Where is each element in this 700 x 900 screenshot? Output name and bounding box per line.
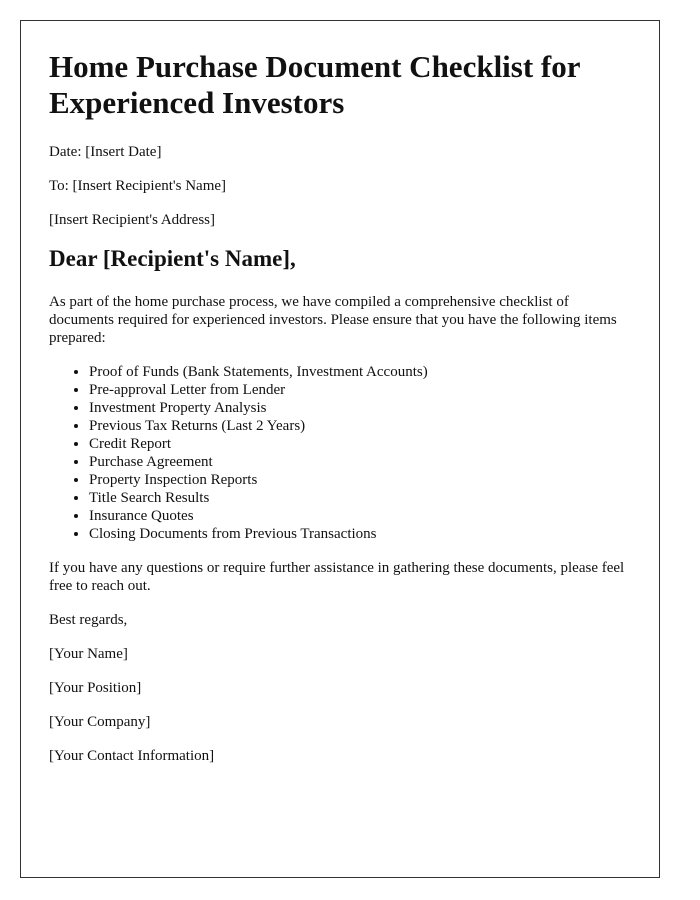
checklist-item: • Previous Tax Returns (Last 2 Years) bbox=[89, 417, 631, 435]
signature-position: [Your Position] bbox=[49, 680, 142, 696]
sign-off: Best regards, bbox=[49, 612, 128, 628]
letter-title: Home Purchase Document Checklist for Experienced Investors bbox=[49, 49, 580, 120]
signature-company: [Your Company] bbox=[49, 714, 151, 730]
checklist-item: • Purchase Agreement bbox=[89, 453, 631, 471]
closing-paragraph: If you have any questions or require further assistance in gathering these documents, please feel free to reach out. bbox=[49, 560, 625, 594]
checklist-item: • Credit Report bbox=[89, 435, 631, 453]
checklist-item: • Proof of Funds (Bank Statements, Investment Accounts) bbox=[89, 363, 631, 381]
checklist-item: • Closing Documents from Previous Transactions bbox=[89, 525, 631, 543]
signature-contact: [Your Contact Information] bbox=[49, 748, 215, 764]
checklist-item: • Investment Property Analysis bbox=[89, 399, 631, 417]
checklist-item: • Insurance Quotes bbox=[89, 507, 631, 525]
document-checklist bbox=[49, 363, 631, 543]
intro-paragraph: As part of the home purchase process, we have compiled a comprehensive checklist of documents required for experienced investors. Please ensure that you have the following items prepared: bbox=[49, 294, 617, 346]
letter-page bbox=[20, 20, 660, 878]
date-line: Date: [Insert Date] bbox=[49, 144, 162, 160]
recipient-name-line: To: [Insert Recipient's Name] bbox=[49, 178, 227, 194]
checklist-item: • Title Search Results bbox=[89, 489, 631, 507]
checklist-item: • Property Inspection Reports bbox=[89, 471, 631, 489]
checklist-item: • Pre-approval Letter from Lender bbox=[89, 381, 631, 399]
recipient-address-line: [Insert Recipient's Address] bbox=[49, 212, 215, 228]
signature-name: [Your Name] bbox=[49, 646, 128, 662]
salutation: Dear [Recipient's Name], bbox=[49, 246, 296, 271]
